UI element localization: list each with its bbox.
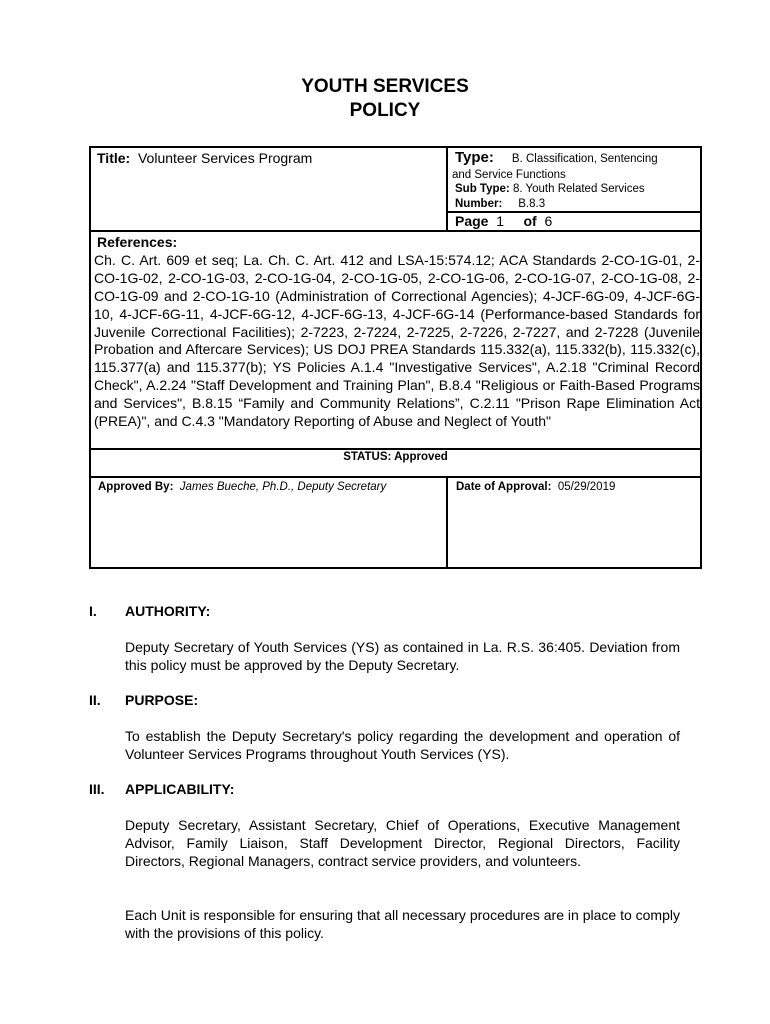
subtype-label: Sub Type:: [455, 183, 510, 195]
type-value-part2: and Service Functions: [452, 169, 566, 181]
section-paragraph: Deputy Secretary of Youth Services (YS) as contained in La. R.S. 36:405. Deviation from this policy must be approved by the Deputy Secretary.: [125, 639, 680, 673]
section-number: III.: [89, 781, 105, 797]
number-value: B.8.3: [518, 198, 546, 210]
approved-by: [98, 481, 386, 493]
page-of-label: of: [523, 213, 537, 229]
subtype-value: 8. Youth Related Services: [512, 183, 645, 195]
date-of-approval-value: 05/29/2019: [557, 481, 616, 493]
page-label: Page: [455, 213, 489, 229]
section-paragraph: Deputy Secretary, Assistant Secretary, Chief of Operations, Executive Management Advisor, Family Liaison, Staff Development Director, Regional Directors, Facility Directors, Regional Managers, contract service providers, and volunteers.: [125, 817, 680, 869]
header-divider-references-top: [89, 230, 702, 232]
title-label: Title:: [97, 150, 131, 166]
number-label: Number:: [455, 198, 503, 210]
page-number: 1: [496, 213, 505, 229]
approved-by-label: Approved By:: [98, 481, 174, 493]
date-of-approval-label: Date of Approval:: [456, 481, 552, 493]
status-text: STATUS: Approved: [343, 451, 448, 463]
section-heading: AUTHORITY:: [125, 603, 211, 619]
section-heading: APPLICABILITY:: [125, 781, 235, 797]
section-number: II.: [89, 692, 101, 708]
header-divider-vertical-bottom: [446, 476, 448, 569]
type-value-part1: B. Classification, Sentencing: [511, 153, 658, 165]
header-divider-status-top: [89, 448, 702, 450]
type-cell: [452, 149, 700, 212]
date-of-approval: [456, 481, 615, 493]
references-label: References:: [97, 234, 178, 250]
document-title: [0, 75, 770, 123]
section-number: I.: [89, 603, 97, 619]
document-title-line2: POLICY: [349, 100, 421, 121]
header-divider-status-bottom: [89, 476, 702, 478]
document-title-line1: YOUTH SERVICES: [301, 76, 469, 97]
references-text: Ch. C. Art. 609 et seq; La. Ch. C. Art. 412 and LSA-15:574.12; ACA Standards 2-CO-1G-01, 2-CO-1G-02, 2-CO-1G-03, 2-CO-1G-04, 2-CO-1G-05, 2-CO-1G-06, 2-CO-1G-07, 2-CO-1G-08, 2-CO-1G-09 and 2-CO-1G-10 (Administration of Correctional Agencies); 4-JCF-6G-09, 4-JCF-6G-10, 4-JCF-6G-11, 4-JCF-6G-12, 4-JCF-6G-13, 4-JCF-6G-14 (Performance-based Standards for Juvenile Correctional Facilities); 2-7223, 2-7224, 2-7225, 2-7226, 2-7227, and 2-7228 (Juvenile Probation and Aftercare Services); US DOJ PREA Standards 115.332(a), 115.332(b), 115.332(c), 115.377(a) and 115.377(b); YS Policies A.1.4 "Investigative Services", A.2.18 "Criminal Record Check", A.2.24 "Staff Development and Training Plan", B.8.4 "Religious or Faith-Based Programs and Services", B.8.15 “Family and Community Relations”, C.2.11 "Prison Rape Elimination Act (PREA)", and C.4.3 "Mandatory Reporting of Abuse and Neglect of Youth": [94, 251, 700, 430]
header-divider-vertical-top: [446, 146, 448, 230]
page-total: 6: [544, 213, 553, 229]
section-heading: PURPOSE:: [125, 692, 199, 708]
approved-by-value: James Bueche, Ph.D., Deputy Secretary: [179, 481, 387, 493]
type-label: Type:: [455, 149, 494, 166]
page-indicator: [455, 213, 552, 229]
references-cell: [94, 234, 700, 431]
section-paragraph: To establish the Deputy Secretary's policy regarding the development and operation of Volunteer Services Programs throughout Youth Services (YS).: [125, 728, 680, 762]
section-paragraph: Each Unit is responsible for ensuring that all necessary procedures are in place to comply with the provisions of this policy.: [125, 907, 680, 941]
title-cell: [97, 150, 312, 166]
title-value: Volunteer Services Program: [137, 150, 313, 166]
